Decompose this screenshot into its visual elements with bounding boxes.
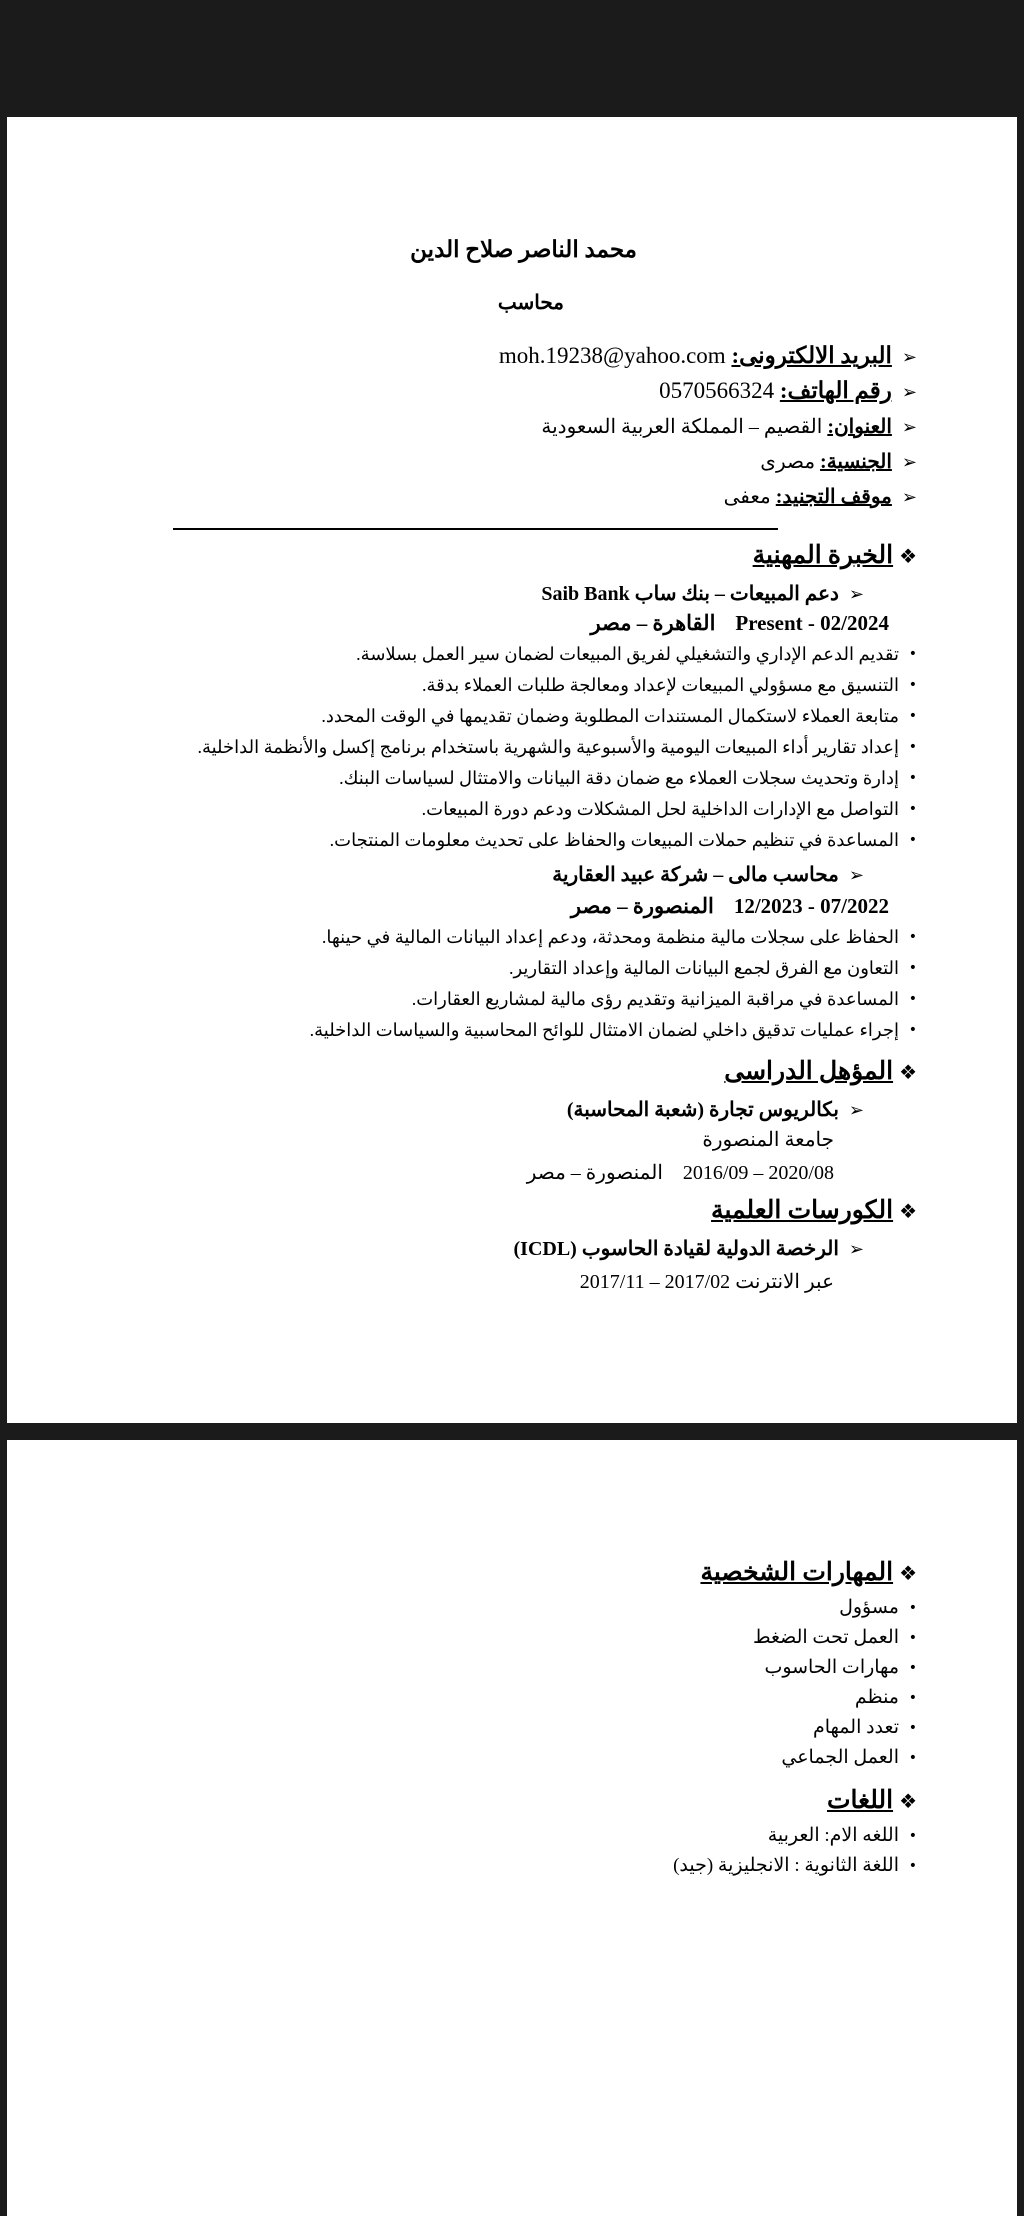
diamond-icon: ❖ xyxy=(899,1561,917,1585)
job-title: ➢دعم المبيعات – بنك ساب Saib Bank xyxy=(541,583,864,605)
education-dates: 2016/09 – 2020/08 xyxy=(682,1162,834,1184)
section-heading-skills: ❖المهارات الشخصية xyxy=(700,1559,917,1586)
job-duties-list xyxy=(310,922,917,1046)
section-heading-languages: ❖اللغات xyxy=(827,1787,917,1814)
nationality-value: مصرى xyxy=(760,451,816,473)
diamond-icon: ❖ xyxy=(899,1060,917,1084)
arrow-icon: ➢ xyxy=(848,1239,864,1260)
arrow-icon: ➢ xyxy=(901,452,917,473)
education-details xyxy=(527,1160,834,1185)
degree-title: ➢بكالريوس تجارة (شعبة المحاسبة) xyxy=(566,1099,864,1121)
list-item: • مسؤول xyxy=(753,1593,917,1623)
arrow-icon: ➢ xyxy=(901,382,917,403)
arrow-icon: ➢ xyxy=(848,584,864,605)
job-title: ➢محاسب مالى – شركة عبيد العقارية xyxy=(552,864,864,886)
divider-line xyxy=(173,528,778,530)
document-page-2 xyxy=(7,1440,1017,2216)
list-item: • العمل الجماعي xyxy=(753,1743,917,1773)
list-item: • التنسيق مع مسؤولي المبيعات لإعداد ومعالجة طلبات العملاء بدقة. xyxy=(197,670,917,701)
job-period xyxy=(590,611,889,636)
arrow-icon: ➢ xyxy=(901,347,917,368)
arrow-icon: ➢ xyxy=(848,865,864,886)
job-location: القاهرة – مصر xyxy=(590,611,716,635)
list-item: • إعداد تقارير أداء المبيعات اليومية والأسبوعية والشهرية باستخدام برنامج إكسل والأنظمة الداخلية. xyxy=(197,732,917,763)
list-item: • تقديم الدعم الإداري والتشغيلي لفريق المبيعات لضمان سير العمل بسلاسة. xyxy=(197,639,917,670)
list-item: • منظم xyxy=(753,1683,917,1713)
diamond-icon: ❖ xyxy=(899,544,917,568)
section-heading-experience: ❖الخبرة المهنية xyxy=(752,542,917,569)
job-period xyxy=(571,894,889,919)
email-value: moh.19238@yahoo.com xyxy=(498,343,726,368)
job-location: المنصورة – مصر xyxy=(570,894,714,918)
list-item: • إدارة وتحديث سجلات العملاء مع ضمان دقة البيانات والامتثال لسياسات البنك. xyxy=(197,763,917,794)
list-item: • مهارات الحاسوب xyxy=(753,1653,917,1683)
course-title: ➢الرخصة الدولية لقيادة الحاسوب (ICDL) xyxy=(513,1238,864,1260)
list-item: • اللغه الام: العربية xyxy=(673,1821,917,1851)
section-heading-courses: ❖الكورسات العلمية xyxy=(711,1197,917,1224)
job-duties-list xyxy=(197,639,917,856)
list-item: • اللغة الثانوية : الانجليزية (جيد) xyxy=(673,1851,917,1881)
list-item: • المساعدة في مراقبة الميزانية وتقديم رؤى مالية لمشاريع العقارات. xyxy=(310,984,917,1015)
contact-address: ➢العنوان: القصيم – المملكة العربية السعودية xyxy=(541,416,917,438)
list-item: • العمل تحت الضغط xyxy=(753,1623,917,1653)
candidate-title: محاسب xyxy=(497,292,564,314)
contact-email: ➢البريد الالكترونى: moh.19238@yahoo.com xyxy=(498,343,917,368)
address-value: القصيم – المملكة العربية السعودية xyxy=(541,416,823,438)
candidate-name: محمد الناصر صلاح الدين xyxy=(410,237,637,262)
contact-nationality: ➢الجنسية: مصرى xyxy=(760,451,917,473)
list-item: • متابعة العملاء لاستكمال المستندات المطلوبة وضمان تقديمها في الوقت المحدد. xyxy=(197,701,917,732)
document-page-1 xyxy=(7,117,1017,1423)
list-item: • التواصل مع الإدارات الداخلية لحل المشكلات ودعم دورة المبيعات. xyxy=(197,794,917,825)
diamond-icon: ❖ xyxy=(899,1789,917,1813)
arrow-icon: ➢ xyxy=(848,1100,864,1121)
job-dates: Present - 02/2024 xyxy=(735,611,889,635)
contact-military: ➢موقف التجنيد: معفى xyxy=(723,486,917,508)
education-location: المنصورة – مصر xyxy=(526,1162,663,1184)
arrow-icon: ➢ xyxy=(901,487,917,508)
languages-list xyxy=(673,1821,917,1881)
list-item: • تعدد المهام xyxy=(753,1713,917,1743)
job-dates: 12/2023 - 07/2022 xyxy=(733,894,889,918)
diamond-icon: ❖ xyxy=(899,1199,917,1223)
list-item: • المساعدة في تنظيم حملات المبيعات والحفاظ على تحديث معلومات المنتجات. xyxy=(197,825,917,856)
university-name: جامعة المنصورة xyxy=(702,1129,834,1151)
list-item: • إجراء عمليات تدقيق داخلي لضمان الامتثال للوائح المحاسبية والسياسات الداخلية. xyxy=(310,1015,917,1046)
military-value: معفى xyxy=(723,486,771,508)
skills-list xyxy=(753,1593,917,1773)
section-heading-education: ❖المؤهل الدراسى xyxy=(724,1058,917,1085)
list-item: • التعاون مع الفرق لجمع البيانات المالية وإعداد التقارير. xyxy=(310,953,917,984)
course-details: عبر الانترنت 2017/02 – 2017/11 xyxy=(579,1271,834,1293)
list-item: • الحفاظ على سجلات مالية منظمة ومحدثة، ودعم إعداد البيانات المالية في حينها. xyxy=(310,922,917,953)
contact-phone: ➢رقم الهاتف: 0570566324 xyxy=(659,378,917,403)
arrow-icon: ➢ xyxy=(901,417,917,438)
phone-value: 0570566324 xyxy=(659,378,775,403)
